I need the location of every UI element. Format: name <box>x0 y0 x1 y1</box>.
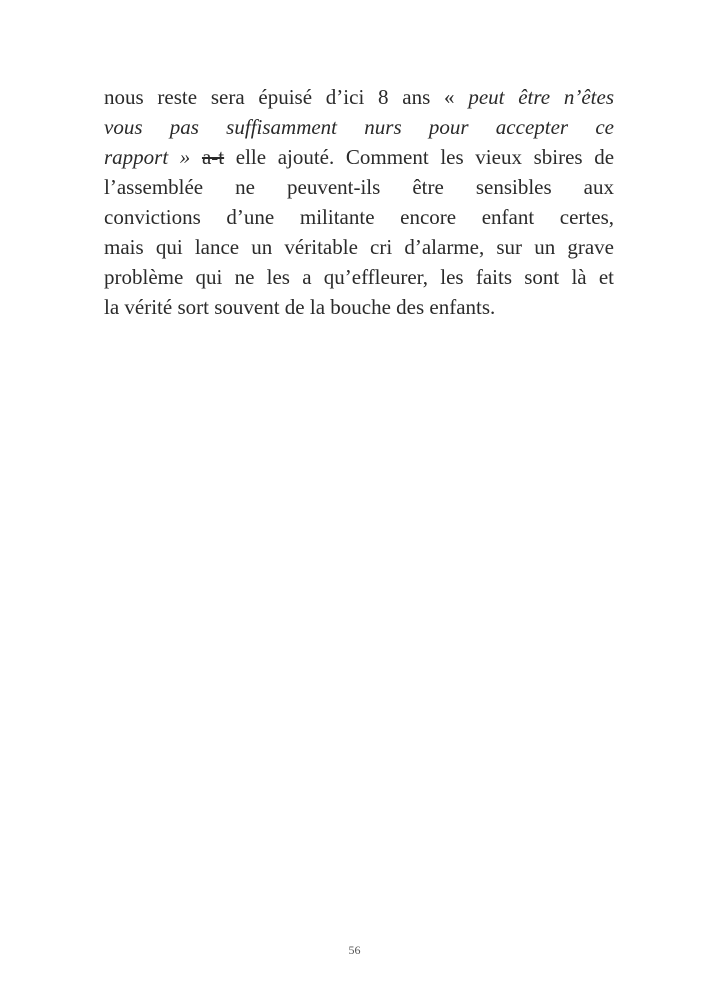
quote-part-3: rapport » <box>104 145 191 169</box>
quote-part-2: vous pas suffisamment nurs pour accepter ce <box>104 115 614 139</box>
page-number: 56 <box>348 943 361 957</box>
text-line-6: mais qui lance un véritable cri d’alarme, sur un grave <box>104 235 614 259</box>
text-line-7: problème qui ne les a qu’effleurer, les faits sont là et <box>104 265 614 289</box>
text-line-3 <box>104 142 614 172</box>
text-line-5: convictions d’une militante encore enfant certes, <box>104 205 614 229</box>
line-3-rest: elle ajouté. Comment les vieux sbires de <box>235 145 615 169</box>
struck-text: a-t <box>201 145 225 169</box>
text-line-1 <box>104 82 614 112</box>
text-line-4: l’assemblée ne peuvent-ils être sensibles aux <box>104 175 614 199</box>
text-line-2 <box>104 112 614 142</box>
text-line-8: la vérité sort souvent de la bouche des enfants. <box>104 295 496 319</box>
line-1-text: nous reste sera épuisé d’ici 8 ans « <box>104 85 469 109</box>
body-paragraph <box>104 82 614 322</box>
quote-part-1: peut être n’êtes <box>468 85 614 109</box>
